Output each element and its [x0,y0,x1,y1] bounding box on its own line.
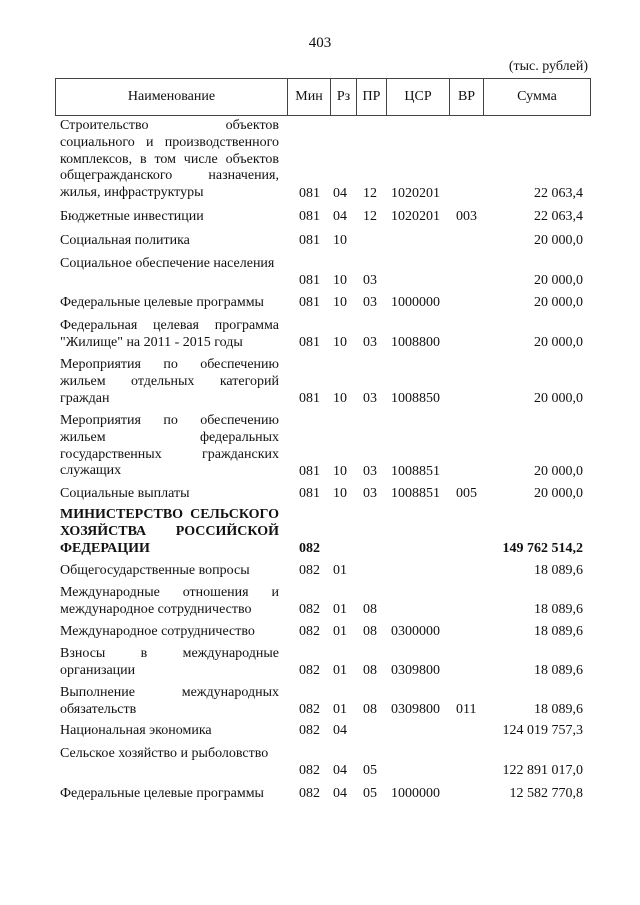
cell-pr: 05 [363,786,377,802]
table-row [0,746,640,780]
cell-min: 081 [299,209,320,225]
cell-csr: 1000000 [391,786,440,802]
cell-sum: 122 891 017,0 [502,763,583,779]
row-name: Мероприятия по обеспечению жильем отдельных категорий граждан [60,357,279,406]
cell-min: 082 [299,763,320,779]
table-row [0,486,640,503]
row-name: Строительство объектов социального и производственного комплексов, в том числе объектов общегражданского назначения, жилья, инфраструктуры [60,118,279,201]
cell-vr: 003 [456,209,477,225]
units-label: (тыс. рублей) [508,59,588,74]
cell-rz: 01 [333,702,347,718]
cell-min: 081 [299,295,320,311]
cell-min: 081 [299,486,320,502]
table-row [0,209,640,226]
row-name: Федеральная целевая программа "Жилище" на 2011 - 2015 годы [60,318,279,350]
cell-rz: 04 [333,209,347,225]
row-name: Бюджетные инвестиции [60,209,204,224]
cell-pr: 08 [363,702,377,718]
table-header [55,78,591,116]
table-row [0,256,640,290]
cell-sum: 20 000,0 [534,273,583,289]
cell-pr: 12 [363,209,377,225]
cell-min: 081 [299,186,320,202]
cell-sum: 18 089,6 [534,624,583,640]
row-name: Мероприятия по обеспечению жильем федеральных государственных гражданских служащих [60,413,279,479]
cell-pr: 03 [363,464,377,480]
cell-rz: 10 [333,391,347,407]
cell-min: 082 [299,702,320,718]
cell-rz: 10 [333,464,347,480]
cell-rz: 10 [333,233,347,249]
cell-sum: 149 762 514,2 [502,541,583,557]
cell-rz: 04 [333,763,347,779]
row-name: Социальная политика [60,233,190,248]
cell-sum: 20 000,0 [534,464,583,480]
row-name: Социальное обеспечение населения [60,256,275,271]
cell-min: 082 [299,624,320,640]
table-row [0,646,640,680]
row-name: Международные отношения и международное сотрудничество [60,585,279,617]
header-name: Наименование [56,79,288,115]
cell-rz: 04 [333,186,347,202]
cell-sum: 18 089,6 [534,663,583,679]
cell-pr: 03 [363,335,377,351]
cell-sum: 22 063,4 [534,209,583,225]
page-number: 403 [308,35,332,51]
table-row [0,233,640,250]
cell-pr: 03 [363,295,377,311]
header-vr: ВР [450,79,484,115]
table-row [0,563,640,580]
cell-sum: 20 000,0 [534,295,583,311]
cell-pr: 05 [363,763,377,779]
cell-rz: 10 [333,295,347,311]
table-row [0,585,640,619]
cell-rz: 04 [333,723,347,739]
cell-sum: 18 089,6 [534,702,583,718]
cell-sum: 22 063,4 [534,186,583,202]
cell-min: 081 [299,273,320,289]
table-row [0,723,640,740]
cell-pr: 12 [363,186,377,202]
row-name: Федеральные целевые программы [60,786,264,801]
cell-sum: 18 089,6 [534,563,583,579]
table-row [0,118,640,203]
row-name: Общегосударственные вопросы [60,563,250,578]
cell-rz: 01 [333,602,347,618]
cell-csr: 1008800 [391,335,440,351]
cell-sum: 124 019 757,3 [502,723,583,739]
cell-csr: 0300000 [391,624,440,640]
cell-pr: 08 [363,663,377,679]
table-row [0,318,640,352]
cell-sum: 20 000,0 [534,335,583,351]
row-name: Выполнение международных обязательств [60,685,279,717]
header-sum: Сумма [517,89,557,104]
cell-sum: 20 000,0 [534,391,583,407]
header-csr: ЦСР [387,79,450,115]
cell-rz: 10 [333,335,347,351]
table-row [0,685,640,719]
cell-csr: 0309800 [391,663,440,679]
cell-csr: 1020201 [391,209,440,225]
header-rz: Рз [331,79,357,115]
cell-min: 081 [299,233,320,249]
cell-min: 082 [299,786,320,802]
header-min: Мин [288,79,331,115]
cell-min: 082 [299,663,320,679]
cell-pr: 03 [363,391,377,407]
cell-min: 082 [299,723,320,739]
cell-rz: 01 [333,663,347,679]
cell-csr: 1008851 [391,486,440,502]
cell-pr: 08 [363,624,377,640]
cell-min: 081 [299,391,320,407]
row-name: Федеральные целевые программы [60,295,264,310]
cell-min: 082 [299,563,320,579]
cell-sum: 12 582 770,8 [509,786,583,802]
row-name: Взносы в международные организации [60,646,279,678]
table-row-ministry [0,507,640,558]
table-row [0,624,640,641]
cell-sum: 20 000,0 [534,486,583,502]
cell-sum: 18 089,6 [534,602,583,618]
cell-pr: 03 [363,273,377,289]
cell-rz: 01 [333,624,347,640]
header-pr: ПР [357,79,387,115]
row-name: МИНИСТЕРСТВО СЕЛЬСКОГО ХОЗЯЙСТВА РОССИЙСКОЙ ФЕДЕРАЦИИ [60,507,279,556]
cell-pr: 08 [363,602,377,618]
table-row [0,413,640,481]
cell-csr: 0309800 [391,702,440,718]
cell-sum: 20 000,0 [534,233,583,249]
cell-vr: 005 [456,486,477,502]
cell-min: 081 [299,464,320,480]
row-name: Социальные выплаты [60,486,190,501]
row-name: Национальная экономика [60,723,212,738]
table-row [0,357,640,408]
row-name: Сельское хозяйство и рыболовство [60,746,269,761]
cell-vr: 011 [456,702,477,718]
cell-rz: 10 [333,273,347,289]
cell-min: 081 [299,335,320,351]
cell-min: 082 [299,602,320,618]
cell-csr: 1000000 [391,295,440,311]
cell-pr: 03 [363,486,377,502]
cell-rz: 04 [333,786,347,802]
cell-csr: 1008850 [391,391,440,407]
cell-min: 082 [299,541,320,557]
cell-rz: 01 [333,563,347,579]
cell-csr: 1008851 [391,464,440,480]
cell-rz: 10 [333,486,347,502]
table-row [0,786,640,803]
cell-csr: 1020201 [391,186,440,202]
table-row [0,295,640,312]
row-name: Международное сотрудничество [60,624,255,639]
